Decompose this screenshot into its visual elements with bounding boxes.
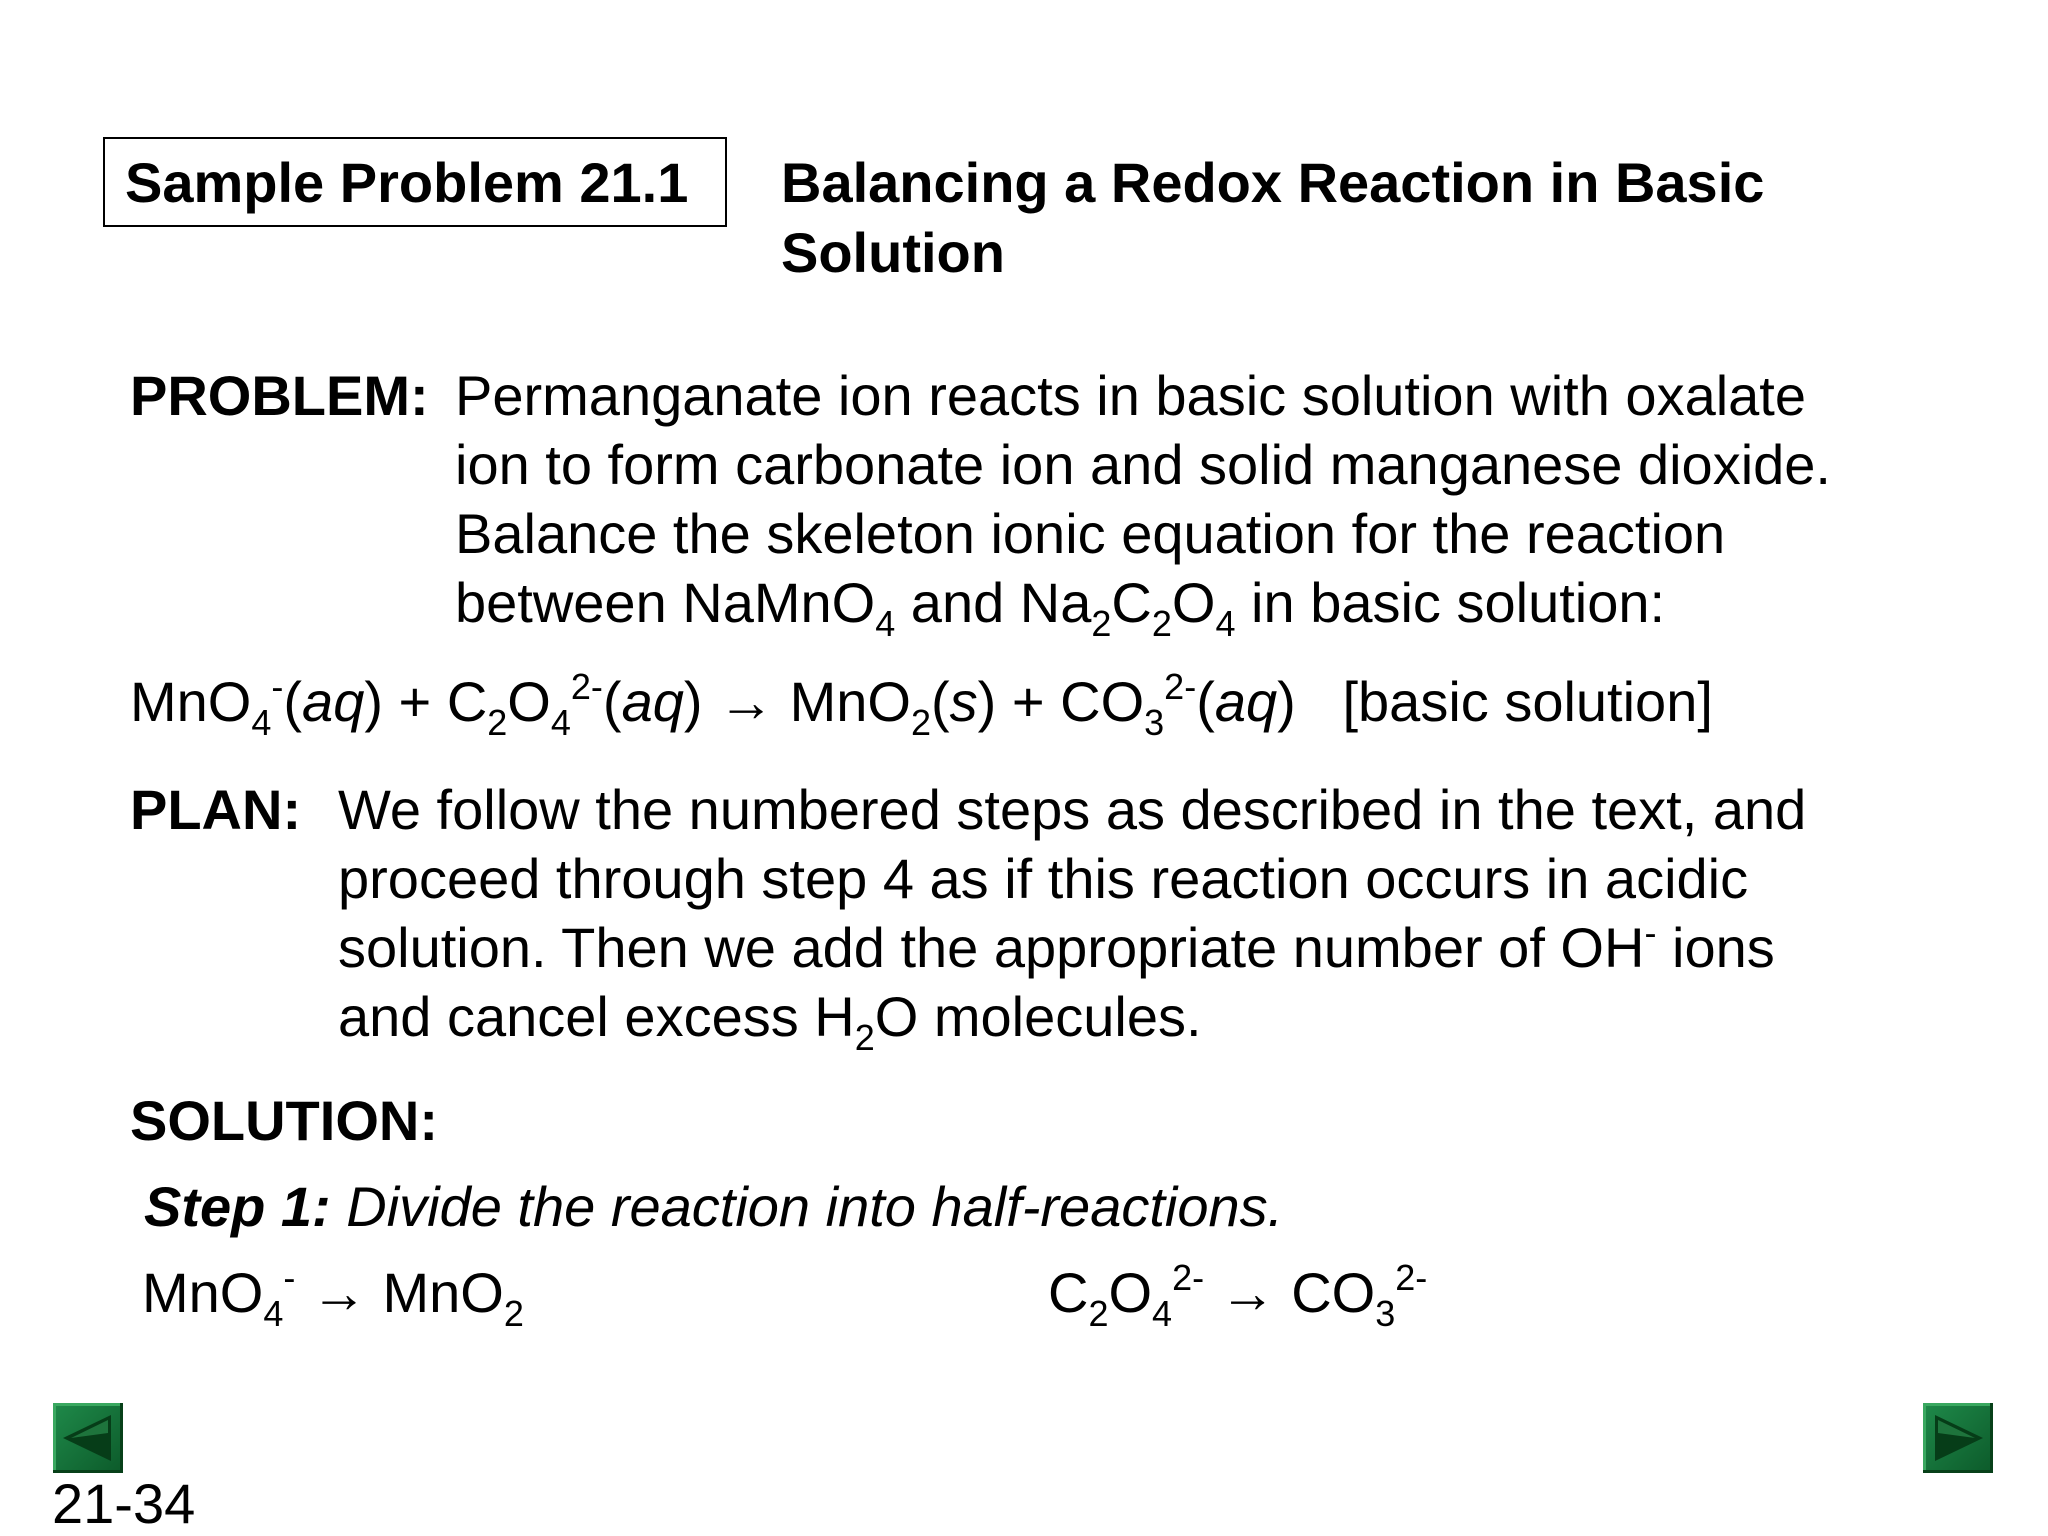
sample-problem-text: Sample Problem 21.1 bbox=[125, 151, 689, 214]
page-number: 21-34 bbox=[52, 1472, 196, 1535]
skeleton-equation: $MnO_4^-(aq) + C_2O_4^{2-}(aq) \to MnO_2(s) + CO_3^{2-}(aq)$ [basic solution] bbox=[130, 666, 1713, 743]
slide-title: Balancing a Redox Reaction in Basic Solution bbox=[781, 151, 1765, 284]
problem-label: PROBLEM: bbox=[130, 364, 429, 427]
plan-label: PLAN: bbox=[130, 778, 302, 841]
plan-line-2: proceed through step 4 as if this reaction occurs in acidic bbox=[338, 847, 1749, 910]
sample-problem-label bbox=[103, 137, 727, 227]
half-reaction-1: MnO$_4$- → MnO$_2$ bbox=[142, 1257, 524, 1334]
plan-text bbox=[338, 775, 1807, 1058]
problem-line-1: Permanganate ion reacts in basic solution with oxalate bbox=[455, 364, 1806, 427]
step-1-label: Step 1: bbox=[144, 1175, 331, 1238]
plan-line-4: and cancel excess $H_2O$ molecules. bbox=[338, 985, 1202, 1058]
next-slide-button[interactable] bbox=[1923, 1403, 1993, 1473]
step-1-text: Divide the reaction into half-reactions. bbox=[330, 1175, 1284, 1238]
problem-line-4: between NaMnO$_4$ and $Na_2C_2O_4$ in basic solution: bbox=[455, 571, 1666, 644]
triangle-right-icon bbox=[1923, 1403, 1993, 1473]
half-reaction-2: $C_2O_4^{2-} \to CO_3^{2-}$ bbox=[1048, 1257, 1428, 1334]
previous-slide-button[interactable] bbox=[53, 1403, 123, 1473]
problem-text bbox=[455, 361, 1831, 644]
problem-line-2: ion to form carbonate ion and solid manganese dioxide. bbox=[455, 433, 1831, 496]
step-1 bbox=[144, 1172, 1283, 1241]
plan-line-3: solution. Then we add the appropriate number of OH- ions bbox=[338, 912, 1775, 979]
problem-line-3: Balance the skeleton ionic equation for the reaction bbox=[455, 502, 1726, 565]
plan-line-1: We follow the numbered steps as described in the text, and bbox=[338, 778, 1807, 841]
solution-label: SOLUTION: bbox=[130, 1089, 438, 1152]
triangle-left-icon bbox=[53, 1403, 123, 1473]
